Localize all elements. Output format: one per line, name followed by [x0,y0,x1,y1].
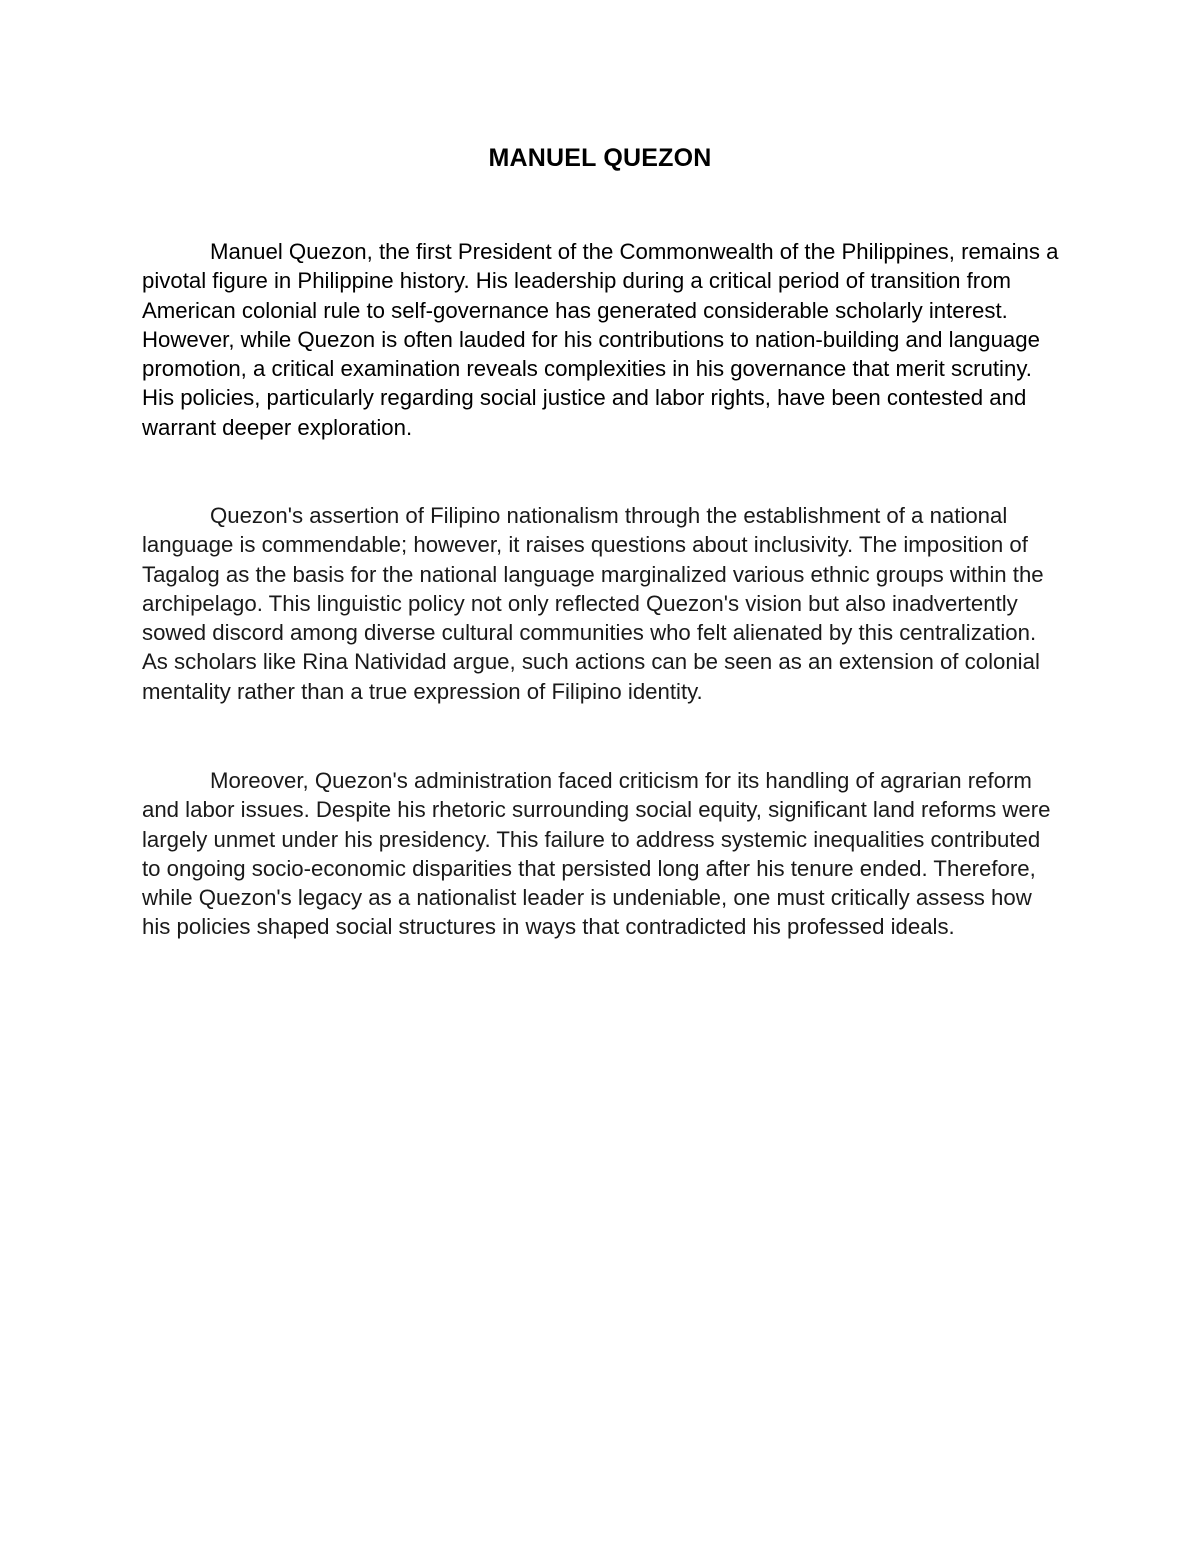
paragraph-national-language: Quezon's assertion of Filipino nationalism through the establishment of a national language is commendable; however, it raises questions about inclusivity. The imposition of Tagalog as the basis for the national language marginalized various ethnic groups within the archipelago. This linguistic policy not only reflected Quezon's vision but also inadvertently sowed discord among diverse cultural communities who felt alienated by this centralization. As scholars like Rina Natividad argue, such actions can be seen as an extension of colonial mentality rather than a true expression of Filipino identity. [142,503,1044,704]
document-title: MANUEL QUEZON [488,144,712,172]
paragraph-introduction: Manuel Quezon, the first President of the Commonwealth of the Philippines, remains a pivotal figure in Philippine history. His leadership during a critical period of transition from American colonial rule to self-governance has generated considerable scholarly interest. However, while Quezon is often lauded for his contributions to nation-building and language promotion, a critical examination reveals complexities in his governance that merit scrutiny. His policies, particularly regarding social justice and labor rights, have been contested and warrant deeper exploration. [142,239,1059,440]
paragraph-agrarian-reform: Moreover, Quezon's administration faced criticism for its handling of agrarian reform and labor issues. Despite his rhetoric surrounding social equity, significant land reforms were largely unmet under his presidency. This failure to address systemic inequalities contributed to ongoing socio-economic disparities that persisted long after his tenure ended. Therefore, while Quezon's legacy as a nationalist leader is undeniable, one must critically assess how his policies shaped social structures in ways that contradicted his professed ideals. [142,768,1051,940]
